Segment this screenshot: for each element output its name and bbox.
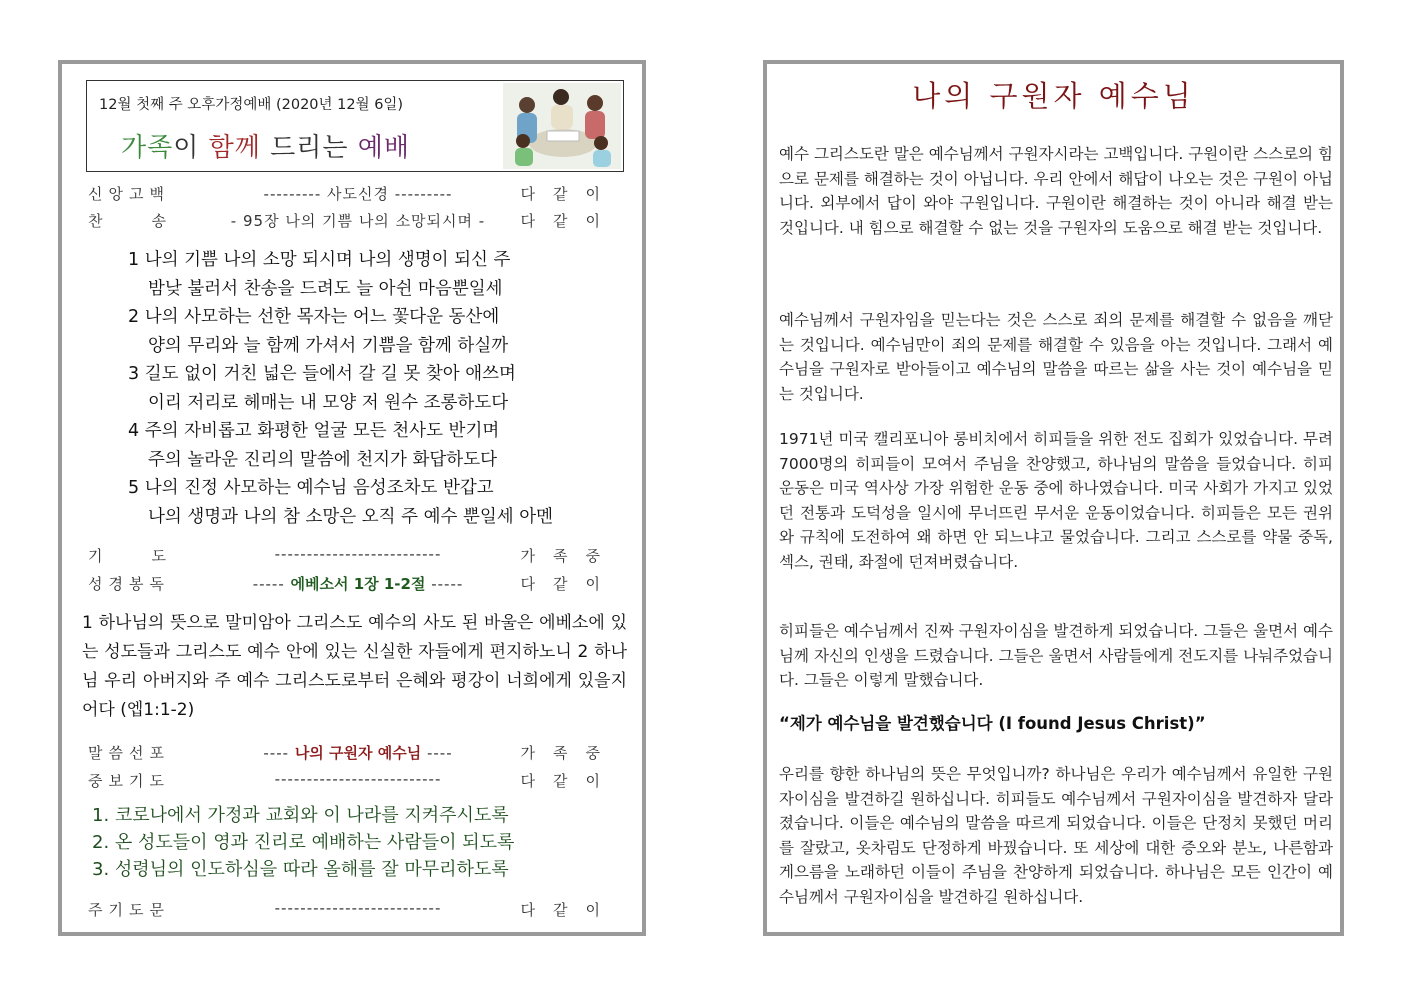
title-part-together: 함께 <box>208 133 261 163</box>
sermon-title: 나의 구원자 예수님 <box>294 744 422 762</box>
order-label: 신앙고백 <box>88 185 170 203</box>
left-page <box>58 60 646 936</box>
order-content: - 95장 나의 기쁨 나의 소망되시며 - <box>230 212 486 230</box>
order-label: 성경봉독 <box>88 575 170 593</box>
order-hymn <box>88 210 618 232</box>
prayer-item: 1. 코로나에서 가정과 교회와 이 나라를 지켜주시도록 <box>92 805 509 826</box>
prayer-item: 2. 온 성도들이 영과 진리로 예배하는 사람들이 되도록 <box>92 832 515 853</box>
order-scripture <box>88 573 618 595</box>
order-leader: 다같이 <box>520 575 618 593</box>
prayer-item: 3. 성령님의 인도하심을 따라 올해를 잘 마무리하도록 <box>92 859 509 880</box>
title-part-family: 가족 <box>121 133 174 163</box>
order-leader: 다같이 <box>520 212 618 230</box>
dash-prefix: ---- <box>263 744 295 762</box>
hymn-line: 이리 저리로 헤매는 내 모양 저 원수 조롱하도다 <box>148 392 509 413</box>
hymn-line: 2 나의 사모하는 선한 목자는 어느 꽃다운 동산에 <box>128 307 500 327</box>
order-leader: 다같이 <box>520 772 618 790</box>
hymn-line: 주의 놀라운 진리의 말씀에 천지가 화답하도다 <box>148 449 498 470</box>
sermon-paragraph: 예수 그리스도란 말은 예수님께서 구원자시라는 고백입니다. 구원이란 스스로의 힘으로 문제를 해결하는 것이 아닙니다. 우리 안에서 해답이 나오는 것은 구원이 아닙니다. 외부에서 답이 와야 구원입니다. 구원이란 해결하는 것이 아니라 해결 받는 것입니다. 내 힘으로 해결할 수 없는 것을 구원자의 도움으로 해결 받는 것입니다. <box>779 145 1333 237</box>
order-content <box>208 742 508 763</box>
order-content: -------------------------- <box>274 899 442 917</box>
sermon-paragraph: 1971년 미국 캘리포니아 롱비치에서 히피들을 위한 전도 집회가 있었습니다. 무려 7000명의 히피들이 모여서 주님을 찬양했고, 하나님의 말씀을 들었습니다. 히피 운동은 미국 역사상 가장 위험한 운동 중에 하나였습니다. 미국 사회가 가지고 있었던 전통과 도덕성을 일시에 무너뜨린 무서운 운동이었습니다. 히피들은 모든 권위와 규칙에 도전하여 왜 하면 안 되느냐고 물었습니다. 그리고 스스로를 약물 중독, 섹스, 권태, 좌절에 던져버렸습니다. <box>779 430 1333 571</box>
sermon-page-title: 나의 구원자 예수님 <box>912 79 1195 113</box>
dash-suffix: ---- <box>421 744 453 762</box>
sermon-paragraph: 히피들은 예수님께서 진짜 구원자이심을 발견하게 되었습니다. 그들은 울면서 예수님께 자신의 인생을 드렸습니다. 그들은 울면서 사람들에게 전도지를 나눠주었습니다. 그들은 이렇게 말했습니다. <box>779 622 1333 689</box>
hymn-line: 나의 생명과 나의 참 소망은 오직 주 예수 뿐일세 아멘 <box>148 506 554 527</box>
order-content: -------------------------- <box>274 545 442 563</box>
order-label: 주기도문 <box>88 901 170 919</box>
worship-subtitle: 12월 첫째 주 오후가정예배 (2020년 12월 6일) <box>99 97 404 113</box>
order-prayer <box>88 545 618 567</box>
worship-header-box <box>86 80 624 172</box>
order-content: --------- 사도신경 --------- <box>263 185 453 203</box>
right-page <box>763 60 1344 936</box>
hymn-line: 밤낮 불러서 찬송을 드려도 늘 아쉰 마음뿐일세 <box>148 278 503 299</box>
order-lords-prayer <box>88 899 618 921</box>
order-leader: 가족중 <box>520 744 618 762</box>
scripture-text: 1 하나님의 뜻으로 말미암아 그리스도 예수의 사도 된 바울은 에베소에 있는 성도들과 그리스도 예수 안에 있는 신실한 자들에게 편지하노니 2 하나님 우리 아버지와 주 예수 그리스도로부터 은혜와 평강이 너희에게 있을지어다 (엡1:1-2) <box>82 613 627 720</box>
sermon-paragraph: 우리를 향한 하나님의 뜻은 무엇입니까? 하나님은 우리가 예수님께서 유일한 구원자이심을 발견하길 원하십니다. 히피들도 예수님께서 구원자이심을 발견하자 달라졌습니다. 이들은 예수님의 말씀을 따르게 되었습니다. 이들은 단정치 못했던 머리를 잘랐고, 옷차림도 단정하게 바꿨습니다. 또 세상에 대한 증오와 분노, 나른함과 게으름을 노래하던 이들이 주님을 찬양하게 되었습니다. 하나님은 모든 인간이 예수님께서 구원자이심을 발견하길 원하십니다. <box>779 765 1333 906</box>
order-label: 중보기도 <box>88 772 170 790</box>
order-sermon <box>88 742 618 764</box>
prayer-list <box>92 802 514 883</box>
scripture-reference: 에베소서 1장 1-2절 <box>290 575 426 593</box>
order-leader: 다같이 <box>520 185 618 203</box>
order-content <box>208 573 508 594</box>
hymn-lyrics <box>128 246 553 531</box>
order-label: 기 도 <box>88 547 173 565</box>
hymn-line: 3 길도 없이 거친 넓은 들에서 갈 길 못 찾아 애쓰며 <box>128 364 516 384</box>
hymn-line: 1 나의 기쁨 나의 소망 되시며 나의 생명이 되신 주 <box>128 250 511 270</box>
order-label: 말씀선포 <box>88 744 170 762</box>
dash-prefix: ----- <box>252 575 291 593</box>
title-part-2: 이 <box>173 133 209 163</box>
family-illustration <box>503 83 621 169</box>
title-part-4: 드리는 <box>260 133 358 163</box>
order-intercession <box>88 770 618 792</box>
order-confession <box>88 183 618 205</box>
hymn-line: 4 주의 자비롭고 화평한 얼굴 모든 천사도 반기며 <box>128 421 500 441</box>
hymn-line: 양의 무리와 늘 함께 가셔서 기쁨을 함께 하실까 <box>148 335 509 356</box>
worship-title <box>121 127 410 164</box>
order-label: 찬 송 <box>88 212 173 230</box>
order-content: -------------------------- <box>274 770 442 788</box>
order-leader: 다같이 <box>520 901 618 919</box>
title-part-worship: 예배 <box>357 133 410 163</box>
sermon-paragraph: 예수님께서 구원자임을 믿는다는 것은 스스로 죄의 문제를 해결할 수 없음을 깨닫는 것입니다. 예수님만이 죄의 문제를 해결할 수 있음을 아는 것입니다. 그래서 예수님을 구원자로 받아들이고 예수님의 말씀을 따르는 삶을 사는 것이 예수님을 믿는 것입니다. <box>779 311 1333 403</box>
hymn-line: 5 나의 진정 사모하는 예수님 음성조차도 반갑고 <box>128 478 494 498</box>
sermon-quote: “제가 예수님을 발견했습니다 (I found Jesus Christ)” <box>779 714 1206 733</box>
dash-suffix: ----- <box>425 575 464 593</box>
order-leader: 가족중 <box>520 547 618 565</box>
